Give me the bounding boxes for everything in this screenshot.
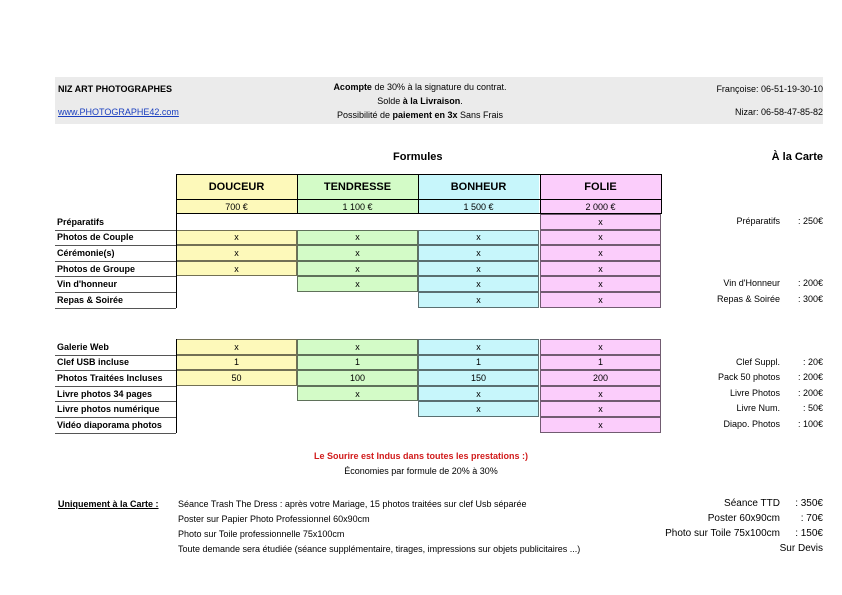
carte-item-price: : 250€ <box>797 216 823 226</box>
installment-bold: paiement en 3x <box>392 110 458 120</box>
table-cell: 200 <box>540 370 661 386</box>
formula-header-douceur: DOUCEUR <box>176 174 297 199</box>
installment-post: Sans Frais <box>457 110 504 120</box>
only-carte-price: : 150€ <box>795 528 823 539</box>
row-label: Repas & Soirée <box>57 294 124 305</box>
row-divider <box>55 433 176 434</box>
table-cell: x <box>297 276 418 292</box>
only-carte-desc: Séance Trash The Dress : après votre Mariage, 15 photos traitées sur clef Usb séparée <box>178 499 527 509</box>
balance-post: . <box>460 96 463 106</box>
formula-header-folie: FOLIE <box>540 174 661 199</box>
only-carte-desc: Toute demande sera étudiée (séance supplémentaire, tirages, impressions sur objets publicitaires ...) <box>178 544 581 554</box>
table-cell: 1 <box>540 355 661 371</box>
table-cell: x <box>418 401 539 417</box>
formules-title: Formules <box>393 151 443 163</box>
table-cell: x <box>540 417 661 433</box>
table-cell: 1 <box>176 355 297 371</box>
table-cell: x <box>540 386 661 402</box>
carte-item-label: Diapo. Photos <box>723 419 780 429</box>
row-label: Livre photos 34 pages <box>57 388 153 399</box>
row-label: Cérémonie(s) <box>57 247 115 258</box>
table-cell: x <box>540 245 661 261</box>
row-label: Livre photos numérique <box>57 404 160 415</box>
header-divider <box>540 174 541 214</box>
formula-header-tendresse: TENDRESSE <box>297 174 418 199</box>
phone-nizar: Nizar: 06-58-47-85-82 <box>734 107 823 117</box>
table-cell: x <box>418 386 539 402</box>
table-cell <box>418 214 539 230</box>
formula-price-tendresse: 1 100 € <box>297 199 418 214</box>
table-cell: x <box>540 276 661 292</box>
table-cell: x <box>297 230 418 246</box>
table-cell <box>297 401 418 417</box>
table-cell: x <box>540 214 661 230</box>
table-cell <box>176 276 297 292</box>
table-cell: x <box>540 292 661 308</box>
table-cell: x <box>540 230 661 246</box>
formula-header-bonheur: BONHEUR <box>418 174 539 199</box>
row-label: Vin d'honneur <box>57 279 117 290</box>
table-cell <box>176 401 297 417</box>
only-carte-heading: Uniquement à la Carte : <box>58 499 159 509</box>
table-cell: x <box>418 339 539 355</box>
table-cell <box>176 386 297 402</box>
balance-bold: à la Livraison <box>402 96 461 106</box>
carte-item-price: : 20€ <box>802 356 823 367</box>
header-price-divider <box>176 199 662 200</box>
carte-item-label: Préparatifs <box>736 216 780 226</box>
table-cell: x <box>418 276 539 292</box>
table-cell: x <box>418 261 539 277</box>
table-cell: x <box>176 261 297 277</box>
only-carte-label: Poster 60x90cm <box>707 513 780 524</box>
table-cell: x <box>297 261 418 277</box>
website-link[interactable]: www.PHOTOGRAPHE42.com <box>58 107 179 117</box>
carte-item-label: Repas & Soirée <box>716 294 780 304</box>
carte-item-label: Livre Photos <box>729 387 780 398</box>
table-cell: x <box>176 339 297 355</box>
deposit-text: de 30% à la signature du contrat. <box>371 82 507 92</box>
carte-item-price: : 300€ <box>797 294 823 304</box>
table-cell: x <box>540 339 661 355</box>
table-cell: x <box>176 230 297 246</box>
label-divider <box>176 339 177 433</box>
row-label: Clef USB incluse <box>57 357 130 368</box>
installment-pre: Possibilité de <box>336 110 393 120</box>
table-cell <box>176 417 297 433</box>
only-carte-label: Séance TTD <box>724 498 780 509</box>
row-divider <box>55 308 176 309</box>
row-label: Photos Traitées Incluses <box>57 372 163 383</box>
formula-price-bonheur: 1 500 € <box>418 199 539 214</box>
carte-item-label: Vin d'Honneur <box>723 278 780 289</box>
table-cell <box>297 214 418 230</box>
table-cell: x <box>297 245 418 261</box>
label-divider <box>176 214 177 308</box>
table-cell <box>297 292 418 308</box>
carte-title: À la Carte <box>771 151 823 163</box>
table-cell: x <box>418 245 539 261</box>
table-cell <box>297 417 418 433</box>
carte-item-label: Pack 50 photos <box>717 372 780 383</box>
table-cell: x <box>540 261 661 277</box>
carte-item-label: Clef Suppl. <box>735 356 780 367</box>
row-label: Photos de Groupe <box>57 263 136 274</box>
table-cell: x <box>418 230 539 246</box>
formula-price-douceur: 700 € <box>176 199 297 214</box>
table-cell: 50 <box>176 370 297 386</box>
company-name: NIZ ART PHOTOGRAPHES <box>58 84 173 94</box>
formula-price-folie: 2 000 € <box>540 199 661 214</box>
carte-item-price: : 200€ <box>797 278 823 289</box>
savings-note: Économies par formule de 20% à 30% <box>344 466 498 476</box>
table-cell <box>418 417 539 433</box>
payment-terms <box>290 80 550 122</box>
table-cell: x <box>418 292 539 308</box>
deposit-label: Acompte <box>333 82 372 92</box>
header-divider <box>297 174 298 214</box>
carte-item-label: Livre Num. <box>736 403 780 414</box>
only-carte-label: Photo sur Toile 75x100cm <box>665 528 780 539</box>
phone-francoise: Françoise: 06-51-19-30-10 <box>716 84 823 94</box>
header-divider <box>418 174 419 214</box>
table-cell: x <box>297 339 418 355</box>
row-label: Galerie Web <box>57 341 109 352</box>
table-cell: x <box>176 245 297 261</box>
only-carte-label: Sur Devis <box>779 543 823 554</box>
row-label: Vidéo diaporama photos <box>57 419 162 430</box>
only-carte-desc: Poster sur Papier Photo Professionnel 60x90cm <box>178 514 370 524</box>
table-cell: 1 <box>418 355 539 371</box>
table-cell: 150 <box>418 370 539 386</box>
row-label: Photos de Couple <box>57 232 134 243</box>
table-cell: x <box>540 401 661 417</box>
table-cell: 1 <box>297 355 418 371</box>
smile-note: Le Sourire est Indus dans toutes les prestations :) <box>313 451 529 461</box>
row-label: Préparatifs <box>57 216 105 227</box>
table-cell <box>176 292 297 308</box>
carte-item-price: : 200€ <box>797 372 823 383</box>
only-carte-price: : 350€ <box>795 498 823 509</box>
carte-item-price: : 100€ <box>797 419 823 429</box>
carte-item-price: : 50€ <box>802 403 823 414</box>
table-cell: 100 <box>297 370 418 386</box>
table-cell: x <box>297 386 418 402</box>
balance-pre: Solde <box>377 96 403 106</box>
table-cell <box>176 214 297 230</box>
only-carte-desc: Photo sur Toile professionnelle 75x100cm <box>178 529 345 539</box>
carte-item-price: : 200€ <box>797 387 823 398</box>
only-carte-price: : 70€ <box>800 513 823 524</box>
